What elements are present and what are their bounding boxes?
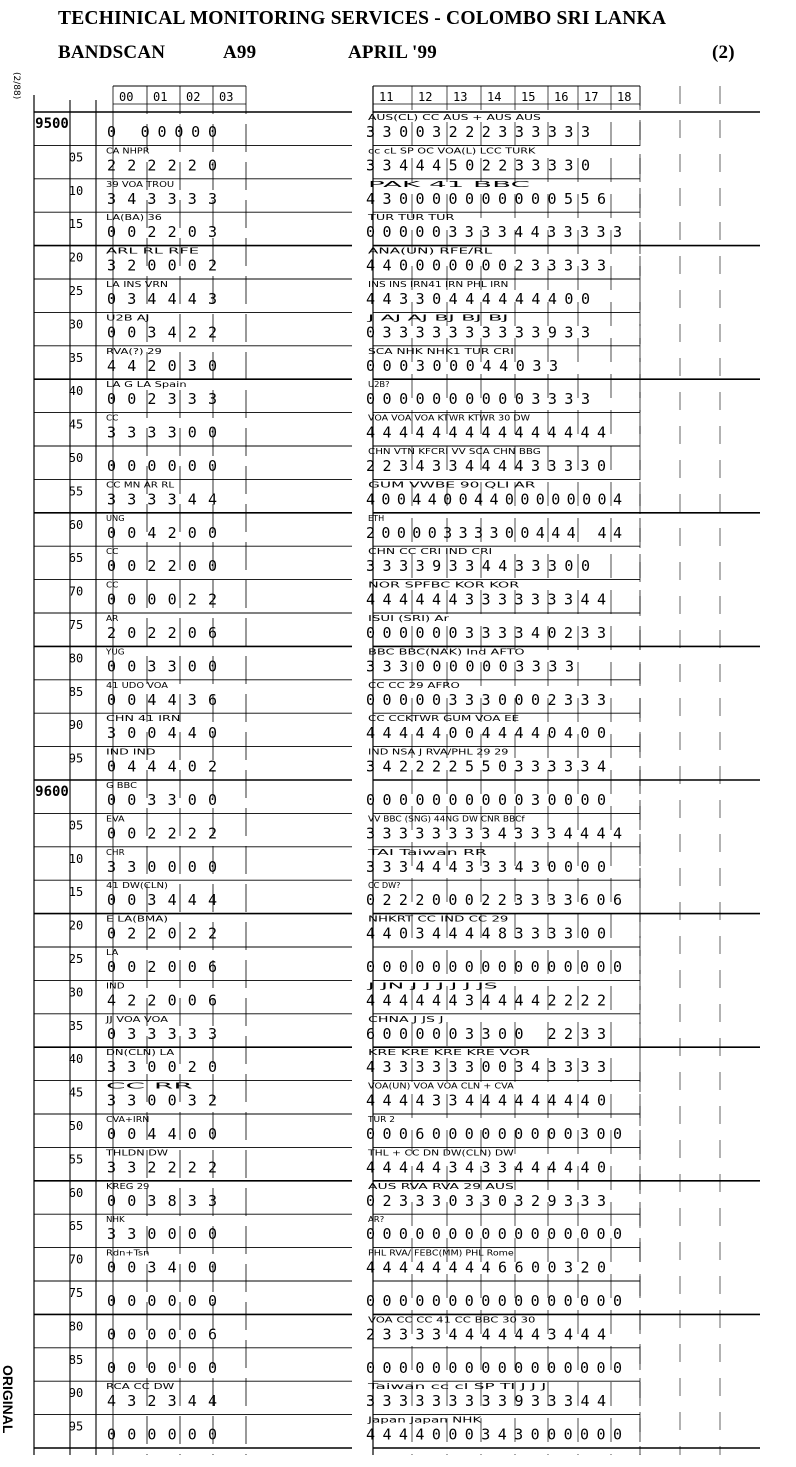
scan-row [69, 1382, 606, 1410]
signal-values-left: 320002 [107, 256, 217, 275]
station-note-left: 41 UDO VOA [106, 680, 169, 690]
signal-values-right: 444433444444440 [366, 1091, 606, 1110]
scan-row [69, 1286, 622, 1310]
signal-values-left: 003833 [107, 1191, 217, 1210]
station-note-left: E LA(BMA) [106, 914, 168, 924]
scan-row [69, 581, 606, 609]
signal-values-left: 002333 [107, 390, 217, 409]
station-note-right: CC CCKTWR GUM VOA EE [368, 714, 520, 724]
signal-values-left: 0 00000 [107, 123, 217, 141]
station-note-right: NHKRT CC IND CC 29 [368, 914, 509, 924]
frequency-label: 20 [68, 918, 84, 933]
signal-values-right: 33339334433300 [366, 557, 590, 576]
station-note-right: ISUI (SRI) Ar [368, 614, 451, 623]
signal-values-left: 332222 [107, 1158, 217, 1177]
signal-values-right: 3333333343334444 [366, 824, 622, 843]
station-note-right: THL + CC DN DW(CLN) DW [366, 1148, 514, 1158]
column-header-left: 03 [219, 90, 234, 104]
signal-values-right: 440000000233333 [366, 256, 606, 275]
station-note-left: LA INS VRN [106, 280, 169, 289]
station-note-left: CC RR [106, 1081, 195, 1091]
signal-values-left: 422006 [107, 991, 217, 1010]
frequency-label: 65 [68, 1219, 84, 1234]
signal-values-left: 003444 [107, 891, 217, 910]
scan-row [69, 1048, 606, 1076]
signal-values-right: 0000000000000000 [366, 1358, 622, 1377]
station-note-right: J AJ AJ BJ BJ BJ [365, 313, 509, 323]
signal-values-right: 0006000000000300 [366, 1125, 622, 1143]
scan-row [69, 714, 606, 742]
signal-values-right: 000300044033 [366, 356, 558, 375]
signal-values-left: 330000 [107, 1225, 217, 1244]
signal-values-right: 444444333333344 [366, 590, 606, 609]
scan-row [69, 1315, 606, 1343]
signal-values-right: 0000000000000000 [366, 1292, 622, 1310]
signal-values-right: 0000000000000000 [366, 958, 622, 976]
scan-row [69, 514, 622, 542]
side-code-label: (2/88) [11, 72, 21, 100]
signal-values-left: 000000 [107, 1358, 217, 1377]
frequency-label: 10 [68, 851, 84, 866]
scan-row [35, 113, 590, 141]
signal-values-left: 333344 [107, 490, 217, 509]
signal-values-left: 044402 [107, 757, 217, 776]
frequency-label: 50 [68, 1119, 84, 1133]
station-note-right: TUR 2 [366, 1115, 395, 1124]
station-note-left: LA [106, 948, 120, 957]
signal-values-left: 000000 [107, 1425, 217, 1444]
scan-row [69, 1015, 606, 1043]
station-note-right: SCA NHK NHK1 TUR CRI [368, 346, 514, 356]
scan-row [69, 881, 622, 909]
column-header-right: 11 [379, 90, 394, 104]
station-note-left: LA(BA) 36 [106, 213, 162, 223]
signal-values-left: 034443 [107, 290, 217, 308]
station-note-left: CC [106, 547, 119, 557]
signal-values-left: 002203 [107, 223, 217, 242]
signal-values-left: 003300 [107, 657, 217, 676]
frequency-label: 55 [68, 484, 84, 499]
signal-values-right: 444444344442222 [366, 991, 606, 1010]
frequency-label: 45 [68, 1085, 84, 1100]
frequency-label: 9600 [35, 784, 69, 800]
station-note-left: RVA(?) 29 [106, 346, 162, 356]
frequency-label: 95 [68, 751, 84, 766]
scan-row [69, 1148, 606, 1176]
signal-values-left: 432344 [107, 1392, 217, 1411]
station-note-left: YUG [104, 647, 125, 657]
station-note-right: NOR SPFBC KOR KOR [368, 580, 520, 590]
station-note-left: G BBC [106, 781, 138, 790]
station-note-left: CHR [106, 847, 126, 857]
signal-values-right: 33444502233330 [366, 156, 590, 175]
signal-values-right: 6000003300 2233 [366, 1024, 606, 1043]
frequency-label: 90 [68, 1386, 84, 1401]
signal-values-right: 3330000003333 [366, 657, 574, 676]
signal-values-right: 44330444444400 [366, 290, 590, 308]
station-note-left: LA G LA Spain [106, 380, 187, 390]
bandscan-label: BANDSCAN [58, 42, 166, 63]
station-note-right: VOA CC CC 41 CC BBC 30 30 [368, 1315, 536, 1325]
frequency-label: 45 [68, 417, 84, 432]
scan-row [69, 180, 606, 208]
scan-row [69, 848, 606, 876]
signal-values-right: 4444000343000000 [366, 1425, 622, 1444]
frequency-label: 20 [68, 250, 84, 265]
signal-values-right: 342222550333334 [366, 757, 606, 776]
column-header-right: 15 [521, 90, 536, 104]
scan-row [69, 347, 558, 375]
station-note-right: ANA(UN) RFE/RL [368, 246, 494, 256]
signal-values-left: 300440 [107, 724, 217, 743]
frequency-label: 85 [68, 684, 84, 699]
frequency-label: 35 [68, 350, 84, 365]
column-header-right: 14 [487, 90, 502, 104]
signal-values-right: 440344448333300 [366, 924, 606, 943]
report-month: APRIL '99 [348, 42, 437, 63]
signal-values-right: 433333300343333 [366, 1058, 606, 1077]
scan-row [69, 681, 606, 709]
frequency-label: 75 [68, 1286, 84, 1300]
scan-row [35, 781, 606, 809]
signal-values-right: 444443433444440 [366, 1158, 606, 1177]
station-note-right: VV BBC (SNG) 44NG DW CNR BBCf [368, 814, 525, 824]
frequency-label: 80 [68, 651, 84, 666]
station-note-left: IND IND [106, 747, 156, 757]
signal-values-left: 343333 [107, 189, 217, 208]
station-note-left: CC [106, 413, 119, 423]
document-title: TECHINICAL MONITORING SERVICES - COLOMBO SRI LANKA [58, 8, 667, 29]
station-note-left: U2B AJ [106, 313, 150, 323]
column-header-right: 18 [617, 90, 632, 104]
frequency-label: 90 [68, 718, 84, 733]
station-note-right: PHL RVA/ FEBC(MM) PHL Rome [368, 1248, 514, 1258]
frequency-label: 05 [68, 818, 84, 833]
signal-values-left: 000000 [107, 1292, 217, 1310]
scan-row [69, 748, 606, 776]
signal-values-right: 0000000000000000 [366, 1225, 622, 1244]
original-stamp: ORIGINAL [0, 1365, 16, 1434]
frequency-label: 55 [68, 1152, 84, 1167]
frequency-label: 60 [68, 517, 84, 532]
station-note-right: cc cL SP OC VOA(L) LCC TURK [368, 146, 537, 156]
column-header-left: 01 [153, 90, 168, 104]
signal-values-left: 003300 [107, 791, 217, 809]
scan-row [69, 647, 574, 675]
station-note-right: AR? [368, 1215, 385, 1225]
station-note-right: U2B? [368, 380, 390, 390]
station-note-right: VOA VOA VOA KTWR KTWR 30 DW [368, 413, 531, 423]
column-header-left: 02 [186, 90, 201, 104]
station-note-left: 41 DW(CLN) [106, 881, 168, 891]
signal-values-left: 004200 [107, 523, 217, 542]
frequency-label: 85 [68, 1352, 84, 1367]
signal-values-left: 330000 [107, 857, 217, 876]
signal-values-left: 004400 [107, 1125, 217, 1143]
frequency-label: 9500 [35, 116, 69, 132]
station-note-left: RCA CC DW [106, 1382, 175, 1392]
station-note-right: TUR TUR TUR [366, 213, 456, 223]
frequency-label: 70 [68, 584, 84, 599]
frequency-label: 80 [68, 1319, 84, 1334]
signal-values-right: 000000333340233 [366, 624, 606, 642]
signal-values-left: 000000 [107, 457, 217, 475]
station-note-right: GUM VWBE 90 QLI AR [368, 480, 537, 490]
frequency-label: 05 [68, 150, 84, 165]
signal-values-left: 442030 [107, 356, 217, 375]
signal-values-left: 330020 [107, 1058, 217, 1077]
station-note-left: Rdn+Tsn [106, 1248, 150, 1258]
signal-values-left: 202206 [107, 624, 217, 642]
signal-values-left: 004436 [107, 690, 217, 709]
column-header-right: 13 [453, 90, 468, 104]
station-note-left: CA NHPR [106, 146, 150, 156]
scan-row [69, 146, 590, 174]
signal-values-left: 002006 [107, 958, 217, 976]
signal-values-right: 0000033334433333 [366, 223, 622, 242]
station-note-right: TAI Taiwan RR [365, 847, 488, 857]
station-note-left: CC MN AR RL [106, 480, 175, 490]
signal-values-right: 023330330329333 [366, 1191, 606, 1210]
side-labels [0, 72, 21, 1434]
station-note-right: IND NSA J RVA/PHL 29 29 [368, 747, 509, 757]
scan-row [69, 480, 622, 508]
schedule-code: A99 [223, 42, 257, 63]
signal-values-right: 333333333933344 [366, 1392, 606, 1411]
scan-row [69, 915, 606, 943]
frequency-label: 25 [68, 952, 84, 966]
scan-row [69, 614, 606, 642]
station-note-right: CHN CC CRI IND CRI [368, 547, 493, 557]
page-number: (2) [712, 42, 735, 63]
scan-row [69, 414, 606, 442]
signal-values-right: 333444333430000 [366, 857, 606, 876]
station-note-left: KREG 29 [106, 1181, 150, 1191]
scan-row [69, 948, 622, 976]
station-note-right: CHNA J JS J [368, 1014, 444, 1024]
scan-row [69, 1082, 606, 1110]
frequency-label: 95 [68, 1419, 84, 1434]
signal-values-right: 20000333300444 44 [366, 523, 622, 542]
signal-values-right: 444444446600320 [366, 1258, 606, 1277]
scan-row [69, 814, 622, 842]
frequency-label: 15 [68, 885, 84, 900]
signal-values-left: 033333 [107, 1024, 217, 1043]
frequency-label: 30 [68, 317, 84, 332]
station-note-left: AR [106, 614, 119, 623]
signal-values-left: 003422 [107, 323, 217, 342]
scan-row [69, 1115, 622, 1143]
station-note-right: Taiwan cc cl SP TI J J J [365, 1382, 547, 1392]
signal-values-right: 430000000000556 [366, 189, 606, 208]
signal-values-right: 40044004400000004 [366, 490, 622, 509]
frequency-label: 25 [68, 284, 84, 298]
station-note-left: IND [106, 981, 125, 991]
signal-values-right: 03333333333933 [366, 323, 590, 342]
signal-values-left: 330032 [107, 1091, 217, 1110]
scan-row [69, 1182, 606, 1210]
frequency-label: 30 [68, 985, 84, 1000]
station-note-right: J JN J J J J J JS [365, 981, 498, 991]
frequency-label: 40 [68, 384, 84, 399]
signal-values-right: 444444444444444 [366, 423, 606, 442]
frequency-label: 10 [68, 183, 84, 198]
signal-values-left: 003400 [107, 1258, 217, 1277]
station-note-left: CHN 41 IRN [106, 714, 181, 724]
scan-row [69, 1353, 622, 1377]
frequency-label: 70 [68, 1252, 84, 1267]
column-header-right: 16 [554, 90, 569, 104]
signal-values-left: 002200 [107, 557, 217, 576]
station-note-left: EVA [106, 814, 126, 824]
station-note-left: CVA+IRN [106, 1115, 150, 1124]
scan-row [69, 247, 606, 275]
frequency-label: 50 [68, 451, 84, 465]
column-header-left: 00 [119, 90, 134, 104]
signal-values-right: 33003222333333 [366, 123, 590, 141]
signal-values-right: 00000000003333 [366, 390, 590, 409]
scan-row [69, 1416, 622, 1444]
station-note-right: PAK 41 BBC [368, 179, 532, 189]
scan-row [69, 981, 606, 1009]
station-note-right: CHN VTN KFCRI VV SCA CHN BBG [368, 447, 541, 456]
station-note-left: THLDN DW [104, 1148, 169, 1158]
station-note-left: CC [106, 580, 119, 590]
signal-values-right: 233334444443444 [366, 1325, 606, 1344]
frequency-label: 35 [68, 1018, 84, 1033]
signal-values-right: 0222000223333606 [366, 891, 622, 910]
station-note-right: CC DW? [368, 881, 401, 891]
signal-values-left: 022022 [107, 924, 217, 943]
station-note-right: INS INS IRN41 IRN PHL IRN [368, 280, 509, 289]
signal-values-left: 333300 [107, 423, 217, 442]
scan-row [69, 313, 590, 341]
station-note-right: KRE KRE KRE KRE VOR [368, 1048, 531, 1058]
column-header-right: 12 [418, 90, 433, 104]
station-note-right: VOA(UN) VOA VOA CLN + CVA [368, 1081, 515, 1091]
scan-row [69, 1249, 606, 1277]
signal-values-right: 000003330002333 [366, 690, 606, 709]
frequency-label: 40 [68, 1052, 84, 1067]
station-note-right: AUS(CL) CC AUS + AUS AUS [368, 113, 541, 122]
frequency-label: 60 [68, 1185, 84, 1200]
frequency-label: 65 [68, 551, 84, 566]
station-note-left: JJ VOA VOA [104, 1014, 169, 1024]
station-note-left: 39 VOA TROU [106, 179, 175, 189]
signal-values-right: 000000000030000 [366, 791, 606, 809]
station-note-right: ETH [368, 513, 385, 523]
signal-values-left: 000006 [107, 1325, 217, 1344]
signal-values-left: 000022 [107, 590, 217, 609]
scan-row [69, 447, 606, 475]
scan-row [69, 280, 590, 308]
column-header-right: 17 [584, 90, 599, 104]
station-note-left: DN(CLN) LA [106, 1048, 175, 1058]
frequency-label: 15 [68, 217, 84, 232]
station-note-right: CC CC 29 AFRO [368, 680, 460, 690]
station-note-right: AUS RVA RVA 29 AUS [368, 1181, 514, 1191]
scan-row [69, 380, 590, 408]
scan-row [69, 1215, 622, 1243]
column-headers [119, 90, 631, 104]
signal-values-right: 444440044440400 [366, 724, 606, 743]
station-note-right: BBC BBC(NAK) Ind AFTO [368, 647, 525, 657]
station-note-left: ARL RL RFE [106, 246, 199, 256]
signal-values-right: 223433444433330 [366, 457, 606, 475]
frequency-label: 75 [68, 618, 84, 632]
scan-row [69, 213, 622, 241]
station-note-left: UNG [106, 513, 125, 523]
station-note-left: NHK [106, 1215, 126, 1225]
station-note-right: Japan Japan NHK [366, 1415, 483, 1425]
signal-values-left: 002222 [107, 824, 217, 843]
signal-values-left: 222220 [107, 156, 217, 175]
